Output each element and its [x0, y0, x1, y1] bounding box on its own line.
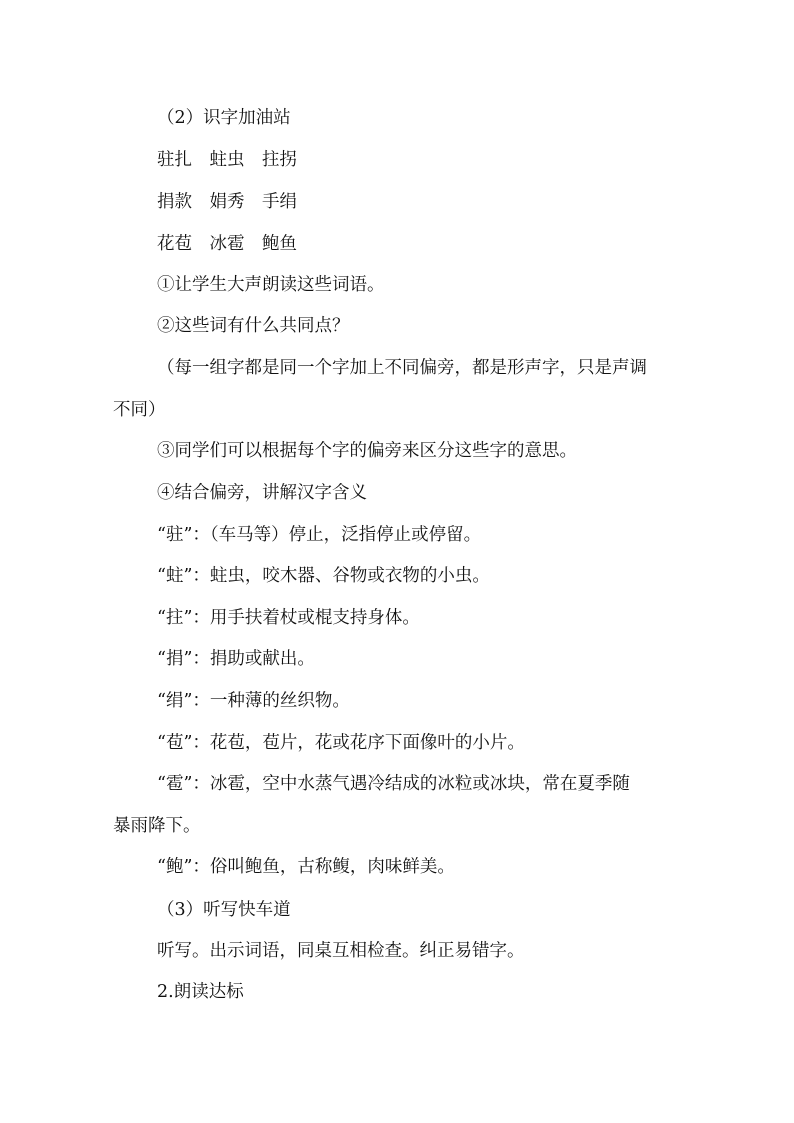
definition-bao-abalone: “鲍”：俗叫鲍鱼，古称鳆，肉味鲜美。 [157, 857, 455, 877]
word-group-bao: 花苞 冰雹 鲍鱼 [157, 234, 297, 254]
definition-bao-hail-line-1: “雹”：冰雹，空中水蒸气遇冷结成的冰粒或冰块，常在夏季随 [157, 774, 630, 794]
instruction-radical-meaning: ④结合偏旁，讲解汉字含义 [157, 483, 367, 503]
instruction-common-point: ②这些词有什么共同点？ [157, 316, 350, 336]
section-heading-reading-standard: 2.朗读达标 [157, 982, 244, 1002]
definition-juan-donate: “捐”：捐助或献出。 [157, 649, 315, 669]
word-group-zhu: 驻扎 蛀虫 拄拐 [157, 150, 297, 170]
definition-zhu: “驻”：（车马等）停止，泛指停止或停留。 [157, 525, 482, 545]
definition-bao-bud: “苞”：花苞，苞片，花或花序下面像叶的小片。 [157, 733, 525, 753]
dictation-instruction: 听写。出示词语，同桌互相检查。纠正易错字。 [157, 941, 525, 961]
explanation-line-2: 不同） [113, 400, 166, 420]
definition-bao-hail-line-2: 暴雨降下。 [113, 816, 201, 836]
instruction-read-aloud: ①让学生大声朗读这些词语。 [157, 275, 385, 295]
definition-zhu-worm: “蛀”：蛀虫，咬木器、谷物或衣物的小虫。 [157, 566, 490, 586]
word-group-juan: 捐款 娟秀 手绢 [157, 192, 297, 212]
definition-zhu-cane: “拄”：用手扶着杖或棍支持身体。 [157, 608, 420, 628]
definition-juan-silk: “绢”：一种薄的丝织物。 [157, 691, 350, 711]
explanation-line-1: （每一组字都是同一个字加上不同偏旁，都是形声字，只是声调 [157, 358, 647, 378]
instruction-distinguish-meaning: ③同学们可以根据每个字的偏旁来区分这些字的意思。 [157, 441, 577, 461]
section-heading-literacy-station: （2）识字加油站 [157, 108, 291, 128]
section-heading-dictation: （3）听写快车道 [157, 900, 291, 920]
